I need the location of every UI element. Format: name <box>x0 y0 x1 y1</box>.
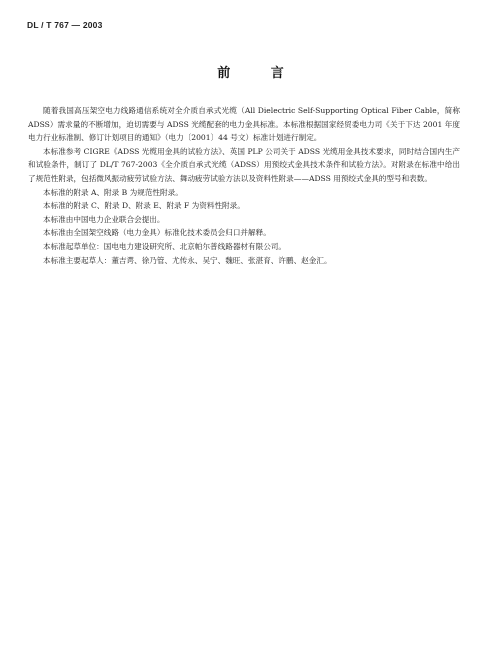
paragraph-drafters: 本标准主要起草人：董吉谔、徐乃管、尤传永、吴宁、魏旺、张湛育、许鹏、赵金汇。 <box>43 255 332 265</box>
standard-number-header: DL / T 767 — 2003 <box>27 20 103 30</box>
paragraph-references: 本标准参考 CIGRE《ADSS 光缆用金具的试验方法》、英国 PLP 公司关于 ADSS 光缆用金具技术要求，同时结合国内生产和试验条件，制订了 DL/T 767-2003《全介质自承式光缆（ADSS）用预绞式金具技术条件和试验方法》。对附录在标准中给出了规范性附录，包括微风振动疲劳试验方法、舞动疲劳试验方法以及资料性附录——ADSS 用预绞式金具的型号和表数。 <box>28 146 460 183</box>
paragraph-informative-annexes: 本标准的附录 C、附录 D、附录 E、附录 F 为资料性附录。 <box>43 201 245 211</box>
page-title: 前 言 <box>217 66 302 81</box>
paragraph-committee: 本标准由全国架空线路（电力金具）标准化技术委员会归口并解释。 <box>43 228 271 238</box>
paragraph-proposer: 本标准由中国电力企业联合会提出。 <box>43 214 165 224</box>
paragraph-drafting-units: 本标准起草单位：国电电力建设研究所、北京帕尔普线路器材有限公司。 <box>43 241 286 251</box>
paragraph-normative-annexes: 本标准的附录 A、附录 B 为规范性附录。 <box>43 187 183 197</box>
foreword-body <box>28 104 460 267</box>
paragraph-background: 随着我国高压架空电力线路通信系统对全介质自承式光缆（All Dielectric Self-Supporting Optical Fiber Cable，简称 ADSS）需求量的不断增加，迫切需要与 ADSS 光缆配套的电力金具标准。本标准根据国家经贸委电力司《关于下达 2001 年度电力行业标准制、修订计划项目的通知》（电力〔2001〕44 号文）标准计划进行制定。 <box>28 106 460 143</box>
